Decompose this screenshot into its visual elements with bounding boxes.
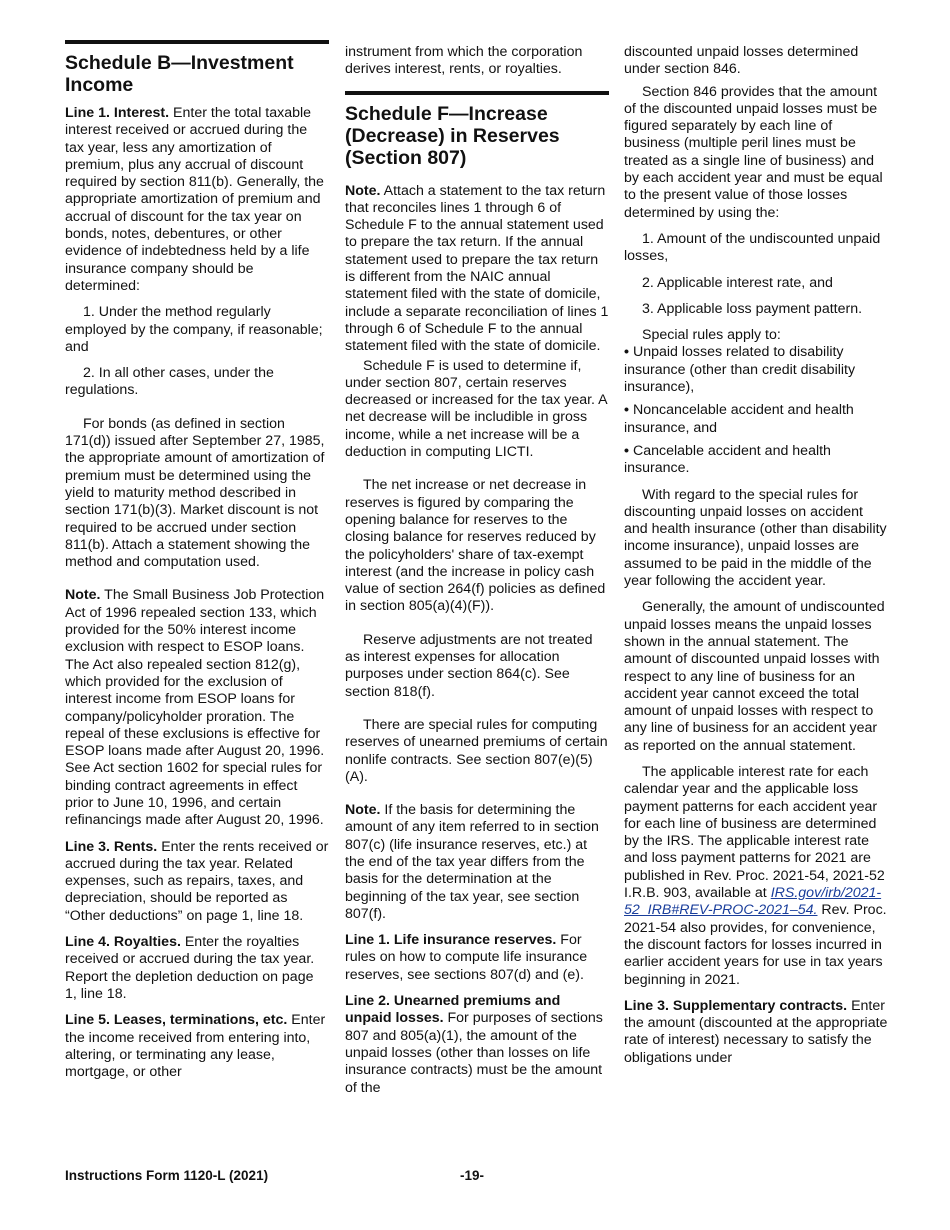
list-item: 1. Under the method regularly employed by the company, if reasonable; and: [65, 304, 323, 355]
bullet-icon: •: [624, 402, 629, 419]
footer-form-title: Instructions Form 1120-L (2021): [65, 1168, 269, 1183]
line-1-label: Line 1. Life insurance reserves.: [345, 932, 557, 949]
line-3-label: Line 3. Supplementary contracts.: [624, 997, 848, 1014]
note-text: The Small Business Job Protection Act of 1996 repealed section 133, which provided for the 50% interest income exclusion with respect to ESOP loans. The Act also repealed section 812(g), which provided for the exclusion of interest income from ESOP loans for company/policyholder proration. The repeal of these exclusions is effective for ESOP loans made after August 20, 1996. See Act section 1602 for special rules for binding contract agreements in effect prior to June 10, 1996, and certain refinancings made after August 20, 1996.: [65, 587, 325, 829]
note-text: If the basis for determining the amount of any item referred to in section 807(c) (life insurance reserves, etc.) at the end of the tax year differs from the basis for the determination at the beginning of the tax year, see section 807(f).: [345, 802, 599, 922]
column-3: [624, 44, 888, 1067]
line-2-unearned: [345, 993, 609, 1097]
line-3-text: Enter the rents received or accrued during the tax year. Related expenses, such as repairs, taxes, and depreciation, should be reported as “Other deductions” on page 1, line 18.: [65, 838, 329, 924]
paragraph-interest-rate: The applicable interest rate for each calendar year and the applicable loss payment patterns for each accident year for each line of business are determined by the IRS. The applicable interest rate and loss payment patterns for 2021 are published in Rev. Proc. 2021-54, 2021-52 I.R.B. 903, available at IRS.gov/irb/2021-52_IRB#REV-PROC-2021–54. Rev. Proc. 2021-54 also provides, for convenience, the discount factors for losses incurred in earlier accident years for use in tax years beginning in 2021.: [624, 763, 887, 988]
note-esop: [65, 587, 329, 829]
note-statement: [345, 183, 609, 356]
note-text: Attach a statement to the tax return that reconciles lines 1 through 6 of Schedule F to the annual statement used to prepare the tax return. If the annual statement used to prepare the tax return is different from the NAIC annual statement filed with the state of domicile, include a separate reconciliation of lines 1 through 6 of Schedule F to the annual statement filed with the state of domicile.: [345, 182, 609, 355]
line-3-label: Line 3. Rents.: [65, 838, 158, 855]
list-item: 2. In all other cases, under the regulations.: [65, 365, 274, 399]
line-4-royalties: [65, 934, 329, 1003]
list-item: 3. Applicable loss payment pattern.: [642, 300, 863, 317]
line-1-life-reserves: [345, 932, 609, 984]
line-2-text: For purposes of sections 807 and 805(a)(1), the amount of the unpaid losses (other than losses on life insurance contracts) must be the amount of the: [345, 1010, 603, 1096]
column-1: [65, 40, 329, 1081]
note-label: Note.: [345, 182, 381, 199]
line-3-supplementary: [624, 998, 888, 1067]
bullet-item: • Unpaid losses related to disability insurance (other than credit disability insurance),: [624, 344, 856, 396]
line-2-label: Line 2. Unearned premiums and unpaid losses.: [345, 993, 561, 1027]
schedule-f-heading: Schedule F—Increase (Decrease) in Reserves (Section 807): [345, 102, 560, 169]
note-basis: [345, 802, 609, 923]
line-3-rents: [65, 839, 329, 925]
column-2: [345, 44, 609, 1097]
paragraph: Special rules apply to:: [642, 327, 781, 344]
bullet-icon: •: [624, 442, 629, 459]
line-1-label: Line 1. Interest.: [65, 105, 170, 121]
section-rule: [345, 91, 609, 95]
continuation-text: instrument from which the corporation derives interest, rents, or royalties.: [345, 44, 583, 78]
paragraph: Generally, the amount of undiscounted unpaid losses means the unpaid losses shown in the annual statement. The amount of discounted unpaid losses with respect to any line of business for an accident year cannot exceed the total amount of unpaid losses with respect to any line of business for an accident year as reported on the annual statement.: [624, 599, 885, 754]
list-item: 2. Applicable interest rate, and: [642, 274, 833, 291]
line-3-text: Enter the amount (discounted at the appropriate rate of interest) necessary to satisfy the obligations under: [624, 997, 888, 1066]
line-1-text: Enter the total taxable interest received or accrued during the tax year, less any amortization of premium, plus any accrual of discount required by section 811(b). Generally, the appropriate amortization of premium and accrual of discount for the tax year on bonds, notes, debentures, or other evidence of indebtedness held by a life insurance company should be determined:: [65, 105, 324, 294]
paragraph: Section 846 provides that the amount of the discounted unpaid losses must be figured separately by each line of business (multiple peril lines must be treated as a single line of business) and by each accident year and must be equal to the present value of those losses determined by using the:: [624, 83, 883, 221]
section-rule: [65, 40, 329, 44]
continuation-text: discounted unpaid losses determined under section 846.: [624, 44, 859, 78]
paragraph: Schedule F is used to determine if, under section 807, certain reserves decreased or increased for the tax year. A net decrease will be includible in gross income, while a net increase will be a deduction in computing LICTI.: [345, 357, 607, 461]
paragraph: Reserve adjustments are not treated as interest expenses for allocation purposes under section 864(c). See section 818(f).: [345, 631, 593, 700]
paragraph: For bonds (as defined in section 171(d)) issued after September 27, 1985, the appropriate amount of amortization of premium must be determined using the yield to maturity method described in section 171(b)(3). Market discount is not required to be accrued under section 811(b). Attach a statement showing the method and computation used.: [65, 415, 325, 571]
line-4-text: Enter the royalties received or accrued during the tax year. Report the depletion deduction on page 1, line 18.: [65, 934, 315, 1002]
note-label: Note.: [345, 802, 381, 819]
line-5-label: Line 5. Leases, terminations, etc.: [65, 1012, 288, 1029]
paragraph: With regard to the special rules for discounting unpaid losses on accident and health insurance (other than disability income insurance), unpaid losses are assumed to be paid in the middle of the year following the accident year.: [624, 486, 887, 590]
line-5-text: Enter the income received from entering into, altering, or terminating any lease, mortgage, or other: [65, 1012, 326, 1081]
page-number: -19-: [460, 1168, 485, 1183]
bullet-item: • Noncancelable accident and health insurance, and: [624, 402, 854, 436]
note-label: Note.: [65, 587, 101, 604]
line-1-interest: [65, 105, 329, 295]
irs-rev-proc-link[interactable]: IRS.gov/irb/2021-52_IRB#REV-PROC-2021–54.: [624, 885, 882, 919]
paragraph: There are special rules for computing reserves of unearned premiums of certain nonlife contracts. See section 807(e)(5)(A).: [345, 716, 608, 785]
line-5-leases: [65, 1012, 329, 1081]
line-4-label: Line 4. Royalties.: [65, 934, 181, 951]
schedule-b-heading: Schedule B—Investment Income: [65, 52, 294, 96]
bullet-item: • Cancelable accident and health insurance.: [624, 442, 831, 477]
paragraph: The net increase or net decrease in reserves is figured by comparing the opening balance for reserves to the closing balance for reserves reduced by the policyholders' share of tax-exempt interest (and the increase in policy cash value of section 264(f) policies as defined in section 805(a)(4)(F)).: [345, 477, 606, 615]
list-item: 1. Amount of the undiscounted unpaid losses,: [624, 230, 881, 265]
bullet-icon: •: [624, 344, 629, 361]
line-1-text: For rules on how to compute life insurance reserves, see sections 807(d) and (e).: [345, 932, 588, 983]
